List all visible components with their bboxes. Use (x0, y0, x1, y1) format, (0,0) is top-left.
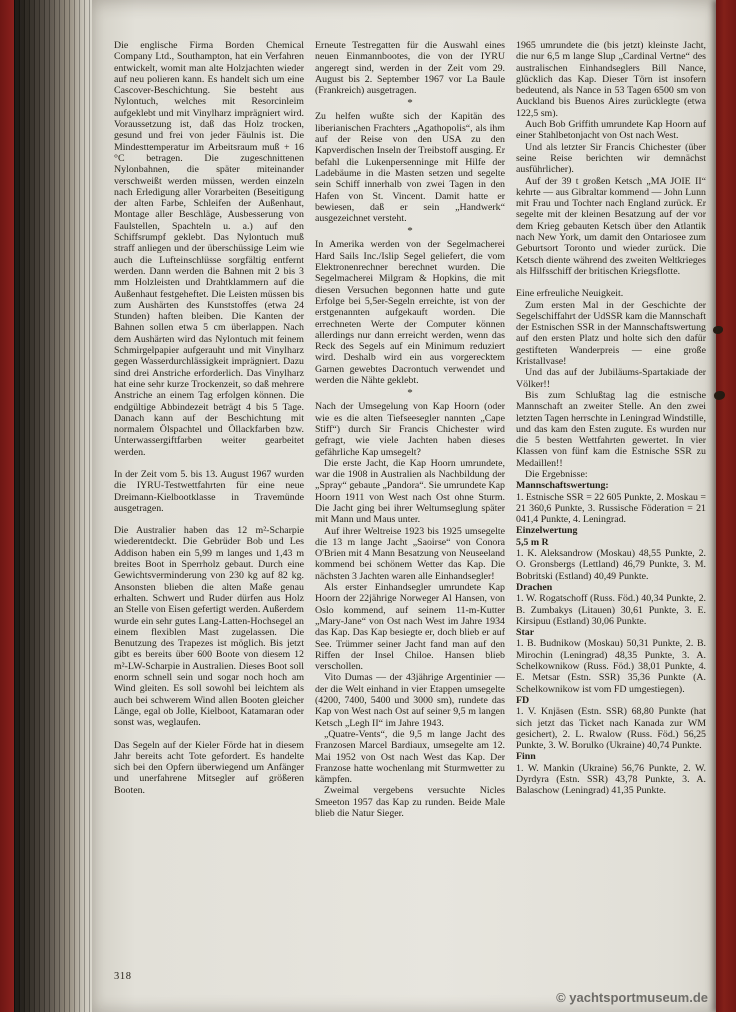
paragraph: Eine erfreuliche Neuigkeit. (516, 288, 624, 300)
paragraph: 1. V. Knjäsen (Estn. SSR) 68,80 Punkte (hat sich jetzt das Ticket nach Kanada zur WM gesichert), 2. L. Rwalow (Russ. Föd.) 56,25 Punkte, 3. W. Borulko (Ukraine) 40,74 Punkte. (516, 706, 706, 752)
text-column-2 (315, 40, 505, 960)
paragraph-gap (114, 458, 304, 469)
paragraph: 1. W. Rogatschoff (Russ. Föd.) 40,34 Punkte, 2. B. Zumbakys (Litauen) 30,61 Punkte, 3. E. Kirsipuu (Estland) 30,06 Punkte. (516, 593, 706, 627)
results-heading: Finn (516, 751, 536, 763)
paragraph: Auf der 39 t großen Ketsch „MA JOIE II“ kehrte — aus Gibraltar kommend — John Lunn mit Frau und Tochter nach England zurück. Er segelte mit der kleinen Besatzung auf der vor dem Krieg gebauten Ketsch über den Atlantik nach New York, um damit den Ontariosee zum Geburtsort Toronto und wieder zurück. Die Ketsch diente während des zweiten Weltkrieges als Hilfsschiff der britischen Kriegsflotte. (516, 175, 706, 277)
text-columns (114, 40, 706, 960)
paragraph: Bis zum Schlußtag lag die estnische Mannschaft an zweiter Stelle. An den zwei letzten Tagen herrschte in Leningrad Windstille, und das kam den Esten zugute. Es wurden nur die 5 besten Wettfahrten gewertet. In vier Klassen von fünf kam die Estnische SSR zu Medaillen!! (516, 389, 706, 469)
paragraph: Als erster Einhandsegler umrundete Kap Hoorn der 22jährige Norweger Al Hansen, von Oslo kommend, auf seinem 11-m-Kutter „Mary-Jane“ von Ost nach West im Jahre 1934 das Kap. Das Kap besiegte er, doch blieb er auf See. Trümmer seiner Jacht fand man auf den Riffen der Insel Chiloe. Hansen blieb verschollen. (315, 582, 505, 673)
paragraph: 1965 umrundete die (bis jetzt) kleinste Jacht, die nur 6,5 m lange Slup „Cardinal Vertne“ des australischen Einhandseglers Bill Nance, glücklich das Kap. Dieser Törn ist insofern bedeutend, als Nance in 53 Tagen 6500 sm von Auckland bis Buenos Aires zurücklegte (etwa 122,5 sm). (516, 40, 706, 119)
section-separator: * (407, 97, 413, 110)
book-cover-edge-left (0, 0, 14, 1012)
results-heading: 5,5 m R (516, 536, 549, 548)
paragraph: Die Ergebnisse: (525, 468, 588, 480)
results-heading: Star (516, 627, 535, 639)
paragraph: Zu helfen wußte sich der Kapitän des liberianischen Frachters „Agathopolis“, als ihm auf der Reise von den USA zu den Kapverdischen Inseln der Treibstoff ausging. Er befahl die Lukenpersenninge mit Hilfe der Ladebäume in die Masten setzen und segelte sein Schiff innerhalb von zwei Tagen in den Hafen von St. Vincent. Damit hatte er bewiesen, daß er sein „Handwerk“ ausgezeichnet versteht. (315, 111, 505, 225)
text-column-1 (114, 40, 304, 960)
paragraph: 1. K. Aleksandrow (Moskau) 48,55 Punkte, 2. O. Gronsbergs (Lettland) 46,79 Punkte, 3. M. Bobritski (Estland) 40,49 Punkte. (516, 548, 706, 582)
results-heading: FD (516, 694, 530, 706)
paragraph: 1. W. Mankin (Ukraine) 56,76 Punkte, 2. W. Dyrdyra (Estn. SSR) 43,78 Punkte, 3. A. Balaschow (Leningrad) 41,35 Punkte. (516, 762, 706, 797)
paragraph: Und als letzter Sir Francis Chichester (über seine Reise berichten wir demnächst ausführlicher). (516, 141, 706, 176)
paragraph: Auch Bob Griffith umrundete Kap Hoorn auf einer Stahlbetonjacht von Ost nach West. (516, 119, 706, 142)
paragraph: 1. B. Budnikow (Moskau) 50,31 Punkte, 2. B. Mirochin (Leningrad) 48,35 Punkte, 3. A. Schelkownikow (Russ. Föd.) 38,01 Punkte, 4. E. Metsar (Estn. SSR) 35,36 Punkte (A. Schelkownikow ist vom FD umgestiegen). (516, 638, 706, 695)
section-separator: * (407, 387, 413, 400)
paragraph: Erneute Testregatten für die Auswahl eines neuen Einmannbootes, die von der IYRU angeregt sind, werden in der Zeit vom 29. August bis 2. September 1967 vor La Baule (Frankreich) ausgetragen. (315, 40, 505, 97)
paragraph-gap (516, 277, 706, 288)
page-paper (92, 0, 716, 1012)
paragraph: In der Zeit vom 5. bis 13. August 1967 wurden die IYRU-Testwettfahrten für eine neue Dreimann-Kielbootklasse in Travemünde ausgetragen. (114, 468, 304, 514)
paragraph: Das Segeln auf der Kieler Förde hat in diesem Jahr bereits acht Tote gefordert. Es handelte sich bei den Opfern überwiegend um Anfänger und unerfahrene Mitsegler auf größeren Booten. (114, 739, 304, 796)
paragraph: Zum ersten Mal in der Geschichte der Segelschiffahrt der UdSSR kam die Mannschaft der Estnischen SSR in der Mannschaftswertung auf den ersten Platz und holte sich den dafür gestifteten Wanderpreis — eine große Kristallvase! (516, 299, 706, 368)
paragraph: Die erste Jacht, die Kap Hoorn umrundete, war die 1908 in Australien als Nachbildung der „Spray“ gebaute „Pandora“. Sie umrundete Kap Hoorn 1911 von West nach Ost ohne Sturm. Die Jacht ging bei ihrer Weltumseglung später mit Mann und Maus unter. (315, 457, 505, 526)
paragraph: Auf ihrer Weltreise 1923 bis 1925 umsegelte die 13 m lange Jacht „Saoirse“ von Conora O'Brien mit 4 Mann Besatzung von Neuseeland kommend bei schönem Wetter das Kap. Die nächsten 3 Jachten waren alle Einhandsegler! (315, 525, 505, 582)
paragraph: Vito Dumas — der 43jährige Argentinier — der die Welt einhand in vier Etappen umsegelte (4200, 7400, 5400 und 3000 sm), rundete das Kap von West nach Ost auf seiner 9,5 m langen Ketsch „Legh II“ im Jahre 1943. (315, 672, 505, 729)
section-separator: * (407, 225, 413, 238)
results-heading: Einzelwertung (516, 525, 578, 537)
paragraph: In Amerika werden von der Segelmacherei Hard Sails Inc./Islip Segel geliefert, die vom Elektronenrechner berechnet wurden. Die Segelmacherei Milgram & Hopkins, die mit diesen Versuchen begonnen hatte und gute Erfolge bei 5,5er-Segeln erreichte, ist von der erstgenannten aufgekauft worden. Die errechneten Werte der Computer können allerdings nur dann erreicht werden, wenn das Reck des Segels auf ein Minimum reduziert wird. Deshalb wird ein aus vorgerecktem Garnen gewebtes Dacrontuch verwendet und werden die Nähte geklebt. (315, 239, 505, 387)
book-cover-edge-right (716, 0, 736, 1012)
paragraph-gap (114, 514, 304, 525)
results-heading: Drachen (516, 581, 553, 593)
page-number: 318 (114, 971, 132, 982)
results-heading: Mannschaftswertung: (516, 480, 609, 492)
paragraph: „Quatre-Vents“, die 9,5 m lange Jacht des Franzosen Marcel Bardiaux, umsegelte am 12. Mai 1952 von Ost nach West das Kap. Der Franzose hatte wochenlang mit Sturmwetter zu kämpfen. (315, 728, 505, 786)
watermark: © yachtsportmuseum.de (556, 990, 708, 1005)
text-column-3 (516, 40, 706, 960)
paragraph: Nach der Umsegelung von Kap Hoorn (oder wie es die alten Tiefseesegler nannten „Cape Stiff“) durch Sir Francis Chichester wird gefragt, wie viele Jachten haben dieses gefährliche Kap umsegelt? (315, 401, 505, 458)
paragraph: Zweimal vergebens versuchte Nicles Smeeton 1957 das Kap zu runden. Beide Male blieb die Natur Sieger. (315, 785, 505, 819)
paragraph: Und das auf der Jubiläums-Spartakiade der Völker!! (516, 367, 706, 390)
paragraph-gap (114, 729, 304, 740)
binding-shadow (14, 0, 92, 1012)
paragraph: 1. Estnische SSR = 22 605 Punkte, 2. Moskau = 21 360,6 Punkte, 3. Russische Föderation = 21 041,4 Punkte, 4. Leningrad. (516, 491, 706, 526)
paragraph: Die englische Firma Borden Chemical Company Ltd., Southampton, hat ein Verfahren entwickelt, womit man alte Holzjachten wieder auf neu polieren kann. Es handelt sich um eine Cascover-Beschichtung. Sie besteht aus Nylontuch, welches mit Resorcinleim aufgeklebt und mit Vinylharz imprägniert wird. Voraussetzung ist, daß das Holz trocken, gesund und frei von jeder Fäulnis ist. Die Mindesttemperatur im Arbeitsraum muß + 16 °C betragen. Die zugeschnittenen Nylonbahnen, die später miteinander verschweißt werden müssen, werden einzeln nach Erledigung aller Vorarbeiten (Beseitigung der alten Farbe, Schleifen der Außenhaut, Montage aller Beschläge, Ausbesserung von Faulstellen, Spachteln u. a.) auf den Schiffsrumpf geklebt. Das Nylontuch muß straff anliegen und der überschüssige Leim wie auch die Lufteinschlüsse sorgfältig entfernt werden. Dann werden die Bahnen mit 2 bis 3 mm Holzleisten und Drahtklammern auf die Außenhaut festgeheftet. Die Leisten müssen bis zum Aushärten des Kunststoffes (etwa 24 Stunden) haften bleiben. Die Kanten der Bahnen sollen etwa 5 cm überlappen. Nach dem Aushärten wird das Nylontuch mit feinem Schmirgelpapier aufgerauht und mit Vinylharz gegen Wasserdurchlässigkeit imprägniert. Dazu sind drei Anstriche erforderlich. Das Vinylharz hat eine sehr kurze Trockenzeit, so daß mehrere Anstriche an einem Tag erfolgen können. Die endgültige Abbindezeit beträgt 4 bis 5 Tage. Danach kann auf der Beschichtung mit normalem Ölspachtel und Öllackfarben bzw. Unterwassergiftfarben weiter gearbeitet werden. (114, 40, 304, 458)
paragraph: Die Australier haben das 12 m²-Scharpie wiederentdeckt. Die Gebrüder Bob und Les Addison haben ein 5,99 m langes und 1,43 m breites Boot in Sperrholz gebaut. Durch eine Gewichtsverminderung von 230 kg auf 82 kg. Ansonsten blieben die alten Maße genau erhalten. Schwert und Ruder dürfen aus Holz an Stelle von Eisen gefertigt werden. Außerdem wurde ein sehr gutes Lang-Latten-Hochsegel an einem flexiblen Mast zugelassen. Die Benutzung des Trapezes ist möglich. Bis jetzt gibt es bereits über 600 Boote von diesem 12 m²-LW-Scharpie in Australien. Dieses Boot soll enorm schnell sein und sogar noch hoch am Wind gleiten. Es soll sowohl bei leichtem als auch bei schwerem Wind allen Booten gleicher Länge, egal ob Jolle, Kielboot, Katamaran oder sonst was, weglaufen. (114, 525, 304, 729)
